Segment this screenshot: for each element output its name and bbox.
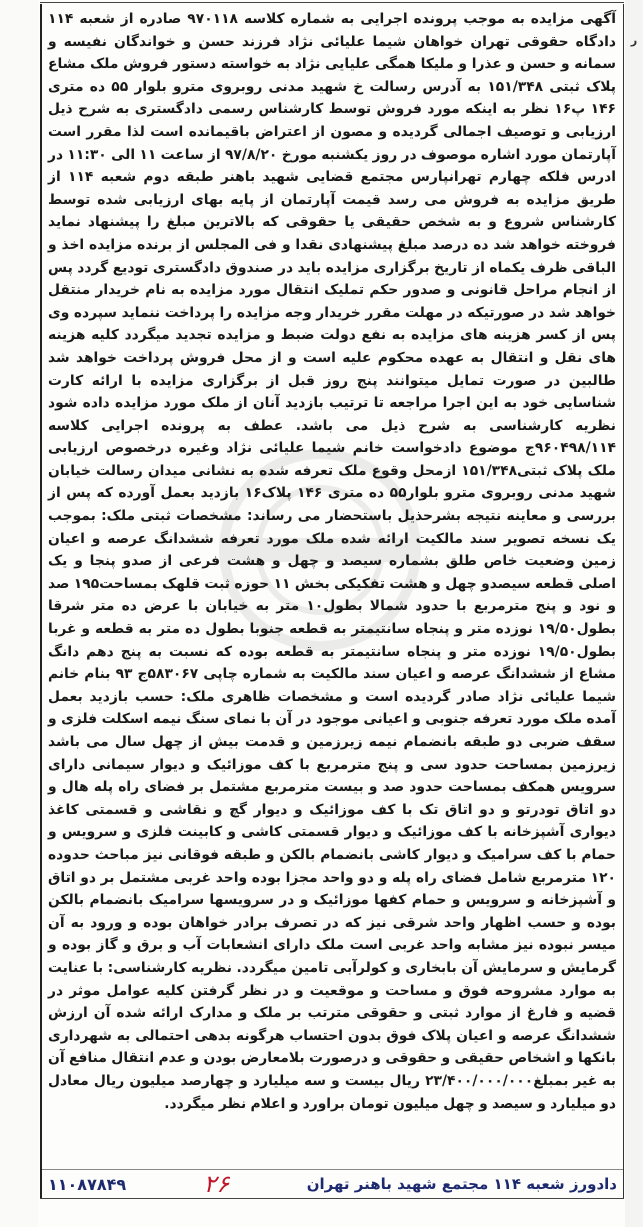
bottom-divider bbox=[40, 1198, 624, 1199]
handwritten-mark: ۲۶ bbox=[203, 1170, 230, 1198]
left-margin bbox=[0, 0, 38, 1227]
auction-notice bbox=[40, 4, 624, 1198]
top-divider bbox=[40, 2, 624, 3]
right-margin-strip bbox=[625, 0, 643, 1227]
reference-number: ۱۱۰۸۷۸۴۹ bbox=[48, 1174, 127, 1194]
notice-text: آگهی مزایده به موجب پرونده اجرایی به شماره کلاسه ۹۷۰۱۱۸ صادره از شعبه ۱۱۴ دادگاه حقوقی تهران خواهان شیما علیائی نژاد فرزند حسن و خواندگان نفیسه و سمانه و حسن و عذرا و ملیکا همگی علیایی نژاد به خواسته دستور فروش ملک مشاع پلاک ثبتی ۱۵۱/۳۴۸ به آدرس رسالت خ شهید مدنی روبروی مترو بلوار ۵۵ ده متری ۱۴۶ پ۱۶ نظر به اینکه مورد فروش توسط کارشناس رسمی دادگستری به شرح ذیل ارزیابی و توصیف اجمالی گردیده و مصون از اعتراض باقیمانده است لذا مقرر است آپارتمان مورد اشاره موصوف در روز یکشنبه مورخ ۹۷/۸/۲۰ از ساعت ۱۱ الی ۱۱:۳۰ در ادرس فلکه چهارم تهرانپارس مجتمع قضایی شهید باهنر طبقه دوم شعبه ۱۱۴ از طریق مزایده به فروش می رسد قیمت آپارتمان از پایه بهای ارزیابی شده توسط کارشناس شروع و به شخص حقیقی یا حقوقی که بالاترین مبلغ را پیشنهاد نماید فروخته خواهد شد ده درصد مبلغ پیشنهادی نقدا و فی المجلس از برنده مزایده اخذ و الباقی ظرف یکماه از تاریخ برگزاری مزایده باید در صندوق دادگستری تودیع گردد پس از انجام مراحل قانونی و صدور حکم تملیک انتقال مورد مزایده به نام خریدار منتقل خواهد شد در صورتیکه در مهلت مقرر خریدار وجه مزایده را پرداخت ننماید سپرده وی پس از کسر هزینه های مزایده به نفع دولت ضبط و مزایده تجدید میگردد کلیه هزینه های نقل و انتقال به عهده محکوم علیه است و از محل فروش پرداخت خواهد شد طالبین در صورت تمایل میتوانند پنج روز قبل از برگزاری مزایده با ارائه کارت شناسایی خود به این اجرا مراجعه تا ترتیب بازدید آنان از ملک مورد مزایده داده شود نظریه کارشناسی به شرح ذیل می باشد. عطف به پرونده اجرایی کلاسه ۹۶۰۴۹۸/۱۱۴ج موضوع دادخواست خانم شیما علیائی نژاد وغیره درخصوص ارزیابی ملک پلاک ثبتی۱۵۱/۳۴۸ ازمحل وقوع ملک تعرفه شده به نشانی میدان رسالت خیابان شهید مدنی روبروی مترو بلوار۵۵ ده متری ۱۴۶ پلاک۱۶ بازدید بعمل آورده که پس از بررسی و معاینه نتیجه بشرحذیل باستحضار می رساند: مشخصات ثبتی ملک: بموجب یک نسخه تصویر سند مالکیت ارائه شده ملک مورد تعرفه ششدانگ عرصه و اعیان زمین وضعیت خاص طلق بشماره سیصد و چهل و هشت فرعی از صدو پنجا و یک اصلی قطعه سیصدو چهل و هشت تفکیکی بخش ۱۱ حوزه ثبت قلهک بمساحت۱۹۵ صد و نود و پنج مترمربع با حدود شمالا بطول۱۰ متر به خیابان با عرض ده متر شرقا بطول۱۹/۵۰ نوزده متر و پنجاه سانتیمتر به قطعه جنوبا بطول ده متر به قطعه و غربا بطول۱۹/۵۰ نوزده متر و پنجاه سانتیمتر به قطعه بوده که نسبت به پنج دهم دانگ مشاع از ششدانگ عرصه و اعیان سند مالکیت به شماره چاپی ۵۸۳۰۶۷ج ۹۳ بنام خانم شیما علیائی نژاد صادر گردیده است و مشخصات ظاهری ملک: حسب بازدید بعمل آمده ملک مورد تعرفه جنوبی و اعیانی موجود در آن با نمای سنگ نیمه اسکلت فلزی و سقف ضربی دو طبقه بانضمام نیمه زیرزمین و قدمت بیش از چهل سال می باشد زیرزمین بمساحت حدود سی و پنج مترمربع با کف موزائیک و دیوار سیمانی دارای سرویس همکف بمساحت حدود صد و بیست مترمربع مشتمل بر فضای راه پله هال و دو اتاق تودرتو و دو اتاق تک با کف موزائیک و دیوار گچ و نقاشی و قسمتی کاغذ دیواری آشپزخانه با کف موزائیک و دیوار قسمتی کاشی و کابینت فلزی و سرویس و حمام با کف سرامیک و دیوار کاشی بانضمام بالکن و طبقه فوقانی نیز مباحث حدوده ۱۲۰ مترمربع شامل فضای راه پله و دو واحد مجزا بوده واحد غربی مشتمل بر دو اتاق و آشپزخانه و سرویس و حمام کفها موزائیک و در سرویسها سرامیک بانضمام بالکن بوده و حسب اظهار واحد شرقی نیز که در تصرف برادر خواهان بوده و ورود به آن میسر نبوده نیز مشابه واحد غربی است ملک دارای انشعابات آب و برق و گاز بوده و گرمایش و سرمایش آن بابخاری و کولرآبی تامین میگردد. نظریه کارشناسی: با عنایت به موارد مشروحه فوق و مساحت و موقعیت و در نظر گرفتن کلیه عوامل موثر در قضیه و فارغ از موارد ثبتی و حقوقی مترتب بر ملک و مدارک ارائه شده آن ارزش ششدانگ عرصه و اعیان پلاک فوق بدون احتساب هرگونه بدهی احتمالی به شهرداری بانکها و اشخاص حقیقی و حقوقی و درصورت بلامعارض بودن و عدم انتقال منافع آن به غیر بمبلغ۲۳/۴۰۰/۰۰۰/۰۰۰ ریال بیست و سه میلیارد و چهارصد میلیون ریال معادل دو میلیارد و سیصد و چهل میلیون تومان براورد و اعلام نظر میگردد. bbox=[48, 11, 617, 1112]
adjacent-column-fragment: ر bbox=[630, 34, 638, 47]
signature-line: دادورز شعبه ۱۱۴ مجتمع شهید باهنر تهران bbox=[306, 1175, 617, 1193]
notice-footer bbox=[42, 1169, 623, 1198]
